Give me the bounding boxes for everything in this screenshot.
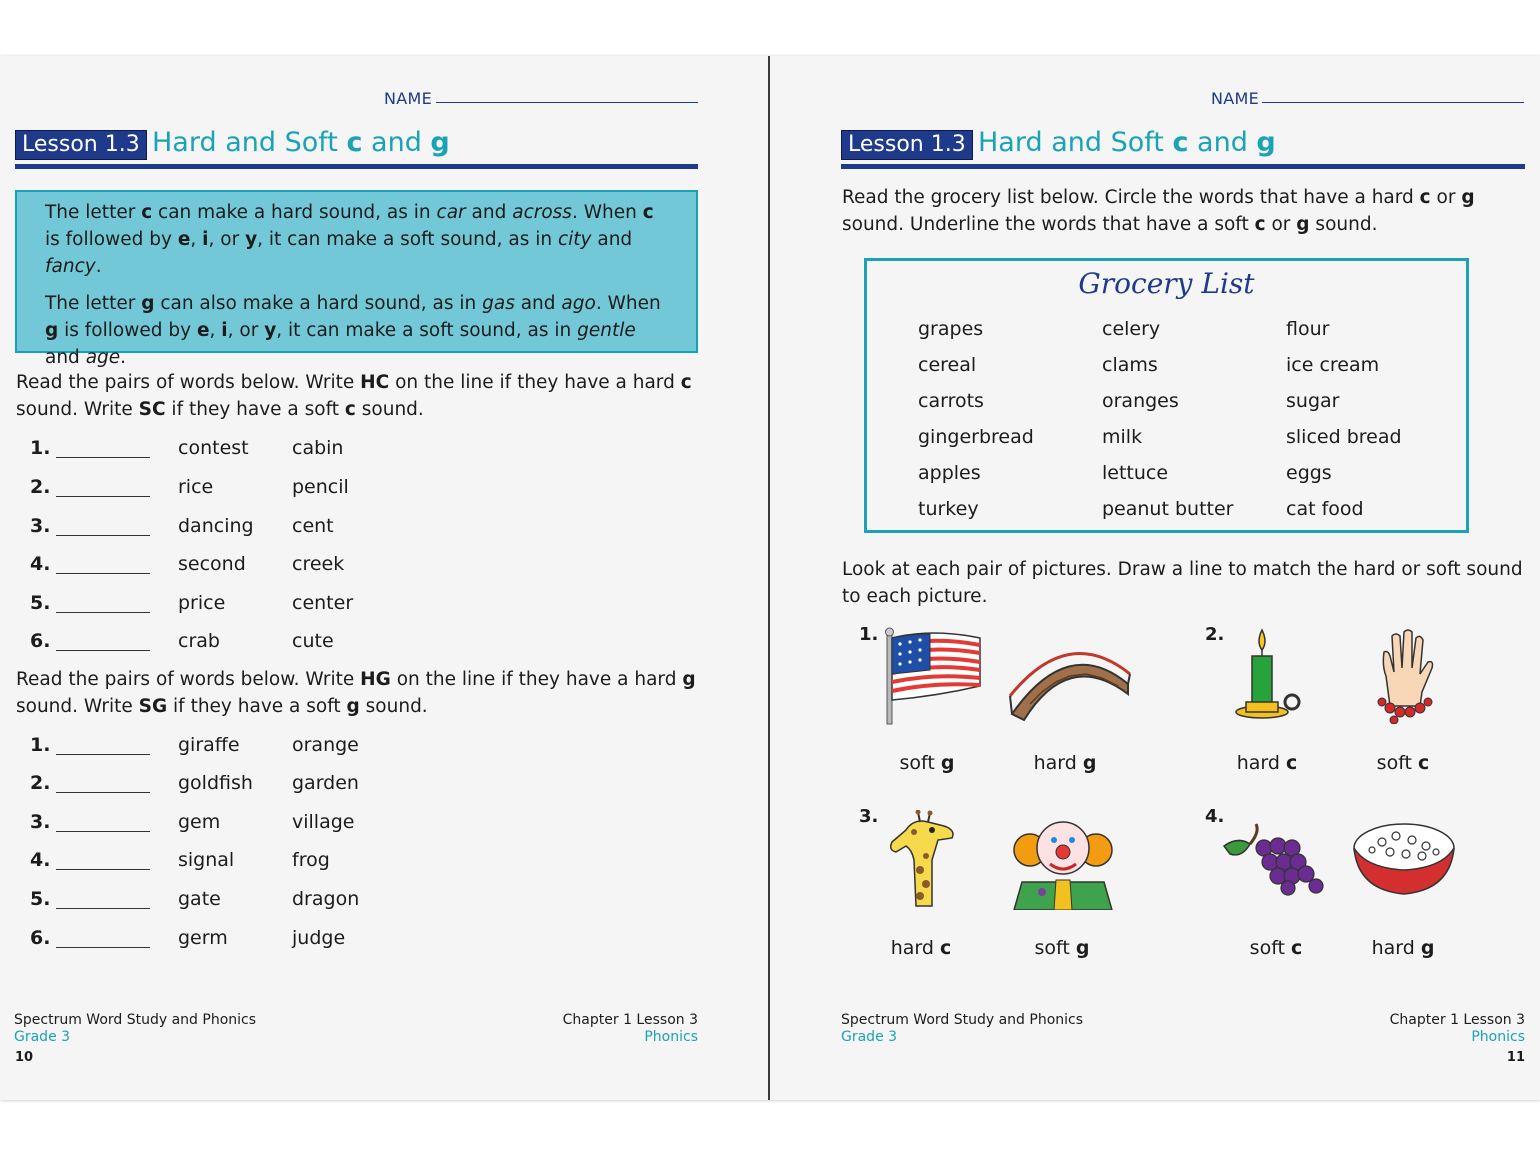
title-rule xyxy=(841,164,1525,169)
picture-set-number: 1. xyxy=(859,624,879,645)
name-line[interactable] xyxy=(1262,102,1524,103)
page-number: 11 xyxy=(1506,1050,1525,1065)
instructions-grocery: Read the grocery list below. Circle the words that have a hard c or g sound. Underline the words that have a soft c or g sound. xyxy=(842,187,1475,235)
grocery-item[interactable]: cereal xyxy=(918,354,977,376)
sound-label[interactable]: soft c xyxy=(1376,752,1430,774)
lesson-title: Hard and Soft c and g xyxy=(978,127,1276,158)
picture-set-number: 2. xyxy=(1205,624,1225,645)
lesson-title: Hard and Soft c and g xyxy=(152,127,450,158)
sound-label[interactable]: soft c xyxy=(1249,937,1303,959)
footer-subject: Phonics xyxy=(644,1029,698,1045)
grocery-list-title: Grocery List xyxy=(1078,267,1255,300)
sound-label[interactable]: soft g xyxy=(899,752,955,774)
lesson-badge: Lesson 1.3 xyxy=(15,130,147,160)
grocery-item[interactable]: milk xyxy=(1102,426,1143,448)
clown-picture[interactable] xyxy=(1012,810,1114,910)
sound-label[interactable]: hard c xyxy=(1236,752,1298,774)
answer-blank[interactable] xyxy=(56,754,150,755)
info-paragraph-c: The letter c can make a hard sound, as in car and across. When c is followed by e, i, or y, it can make a soft sound, as in city and fancy. xyxy=(45,202,654,277)
answer-blank[interactable] xyxy=(56,869,150,870)
footer-grade: Grade 3 xyxy=(841,1029,898,1045)
answer-blank[interactable] xyxy=(56,831,150,832)
bridge-picture[interactable] xyxy=(1008,644,1132,722)
grocery-item[interactable]: grapes xyxy=(918,318,984,340)
answer-blank[interactable] xyxy=(56,573,150,574)
sound-label[interactable]: hard g xyxy=(1371,937,1435,959)
grapes-picture[interactable] xyxy=(1220,822,1330,898)
grocery-list-box xyxy=(864,258,1469,533)
grocery-item[interactable]: sliced bread xyxy=(1286,426,1402,448)
grocery-item[interactable]: flour xyxy=(1286,318,1330,340)
grocery-item[interactable]: gingerbread xyxy=(918,426,1034,448)
sound-label[interactable]: hard c xyxy=(890,937,952,959)
answer-blank[interactable] xyxy=(56,457,150,458)
answer-blank[interactable] xyxy=(56,908,150,909)
footer-chapter: Chapter 1 Lesson 3 xyxy=(1389,1012,1525,1028)
grocery-item[interactable]: celery xyxy=(1102,318,1161,340)
grocery-item[interactable]: oranges xyxy=(1102,390,1179,412)
title-rule xyxy=(15,164,698,169)
page-number: 10 xyxy=(15,1050,34,1065)
giraffe-picture[interactable] xyxy=(886,810,962,910)
grocery-item[interactable]: turkey xyxy=(918,498,979,520)
grocery-item[interactable]: carrots xyxy=(918,390,984,412)
name-label: NAME xyxy=(1211,89,1260,108)
instructions-hard-soft-g: Read the pairs of words below. Write HG on the line if they have a hard g sound. Write SG if they have a soft g sound. xyxy=(16,669,696,717)
flag-picture[interactable] xyxy=(882,626,984,728)
info-paragraph-g: The letter g can also make a hard sound, as in gas and ago. When g is followed by e, i, or y, it can make a soft sound, as in gentle and age. xyxy=(45,293,661,368)
footer-grade: Grade 3 xyxy=(14,1029,71,1045)
answer-blank[interactable] xyxy=(56,496,150,497)
hand-bracelet-picture[interactable] xyxy=(1368,626,1442,724)
footer-chapter: Chapter 1 Lesson 3 xyxy=(562,1012,698,1028)
picture-set-number: 4. xyxy=(1205,806,1225,827)
instructions-hard-soft-c: Read the pairs of words below. Write HC on the line if they have a hard c sound. Write SC if they have a soft c sound. xyxy=(16,372,692,420)
instructions-pictures: Look at each pair of pictures. Draw a line to match the hard or soft sound to each picture. xyxy=(842,559,1523,607)
lesson-badge: Lesson 1.3 xyxy=(841,130,973,160)
candle-picture[interactable] xyxy=(1232,626,1304,724)
answer-blank[interactable] xyxy=(56,947,150,948)
grocery-item[interactable]: clams xyxy=(1102,354,1158,376)
picture-set-number: 3. xyxy=(859,806,879,827)
answer-blank[interactable] xyxy=(56,792,150,793)
name-label: NAME xyxy=(384,89,433,108)
grocery-item[interactable]: lettuce xyxy=(1102,462,1169,484)
grocery-item[interactable]: apples xyxy=(918,462,981,484)
answer-blank[interactable] xyxy=(56,650,150,651)
answer-blank[interactable] xyxy=(56,612,150,613)
grocery-item[interactable]: peanut butter xyxy=(1102,498,1234,520)
sound-label[interactable]: hard g xyxy=(1033,752,1097,774)
rule-info-box xyxy=(15,190,698,368)
answer-blank[interactable] xyxy=(56,535,150,536)
left-page: NAME Lesson 1.3 Hard and Soft c and g The letter c can make a hard sound, as in car and across. When c is followed by e, i, or y, it can make a soft sound, as in city and fancy. The letter g can also make a hard sound, as in gas and ago. When g is followed by e, i, or y, it can make a soft sound, as in gentle and age. Read the pairs of words below. Write HC on the line if they have a hard c sound. Write SC if they have a soft c sound. 1. contest cabin 2. rice pencil 3. dancing cent 4. second creek 5. price center 6. crab cute Read the pairs of words below. Write HG on the line if they have a hard g sound. Write SG if they have a soft g sound. 1. giraffe orange 2. goldfish garden 3. gem village 4. signal frog 5. gate dragon 6. germ judge Spectrum Word Study and Phonics Grade 3 10 Chapter 1 Lesson 3 Phonics xyxy=(0,56,768,1100)
grocery-item[interactable]: ice cream xyxy=(1286,354,1380,376)
grocery-item[interactable]: eggs xyxy=(1286,462,1332,484)
cereal-bowl-picture[interactable] xyxy=(1352,818,1456,898)
name-line[interactable] xyxy=(436,102,698,103)
footer-book-title: Spectrum Word Study and Phonics xyxy=(14,1012,257,1028)
grocery-item[interactable]: sugar xyxy=(1286,390,1340,412)
footer-book-title: Spectrum Word Study and Phonics xyxy=(841,1012,1084,1028)
grocery-item[interactable]: cat food xyxy=(1286,498,1364,520)
footer-subject: Phonics xyxy=(1471,1029,1525,1045)
sound-label[interactable]: soft g xyxy=(1034,937,1090,959)
right-page xyxy=(770,56,1540,1100)
